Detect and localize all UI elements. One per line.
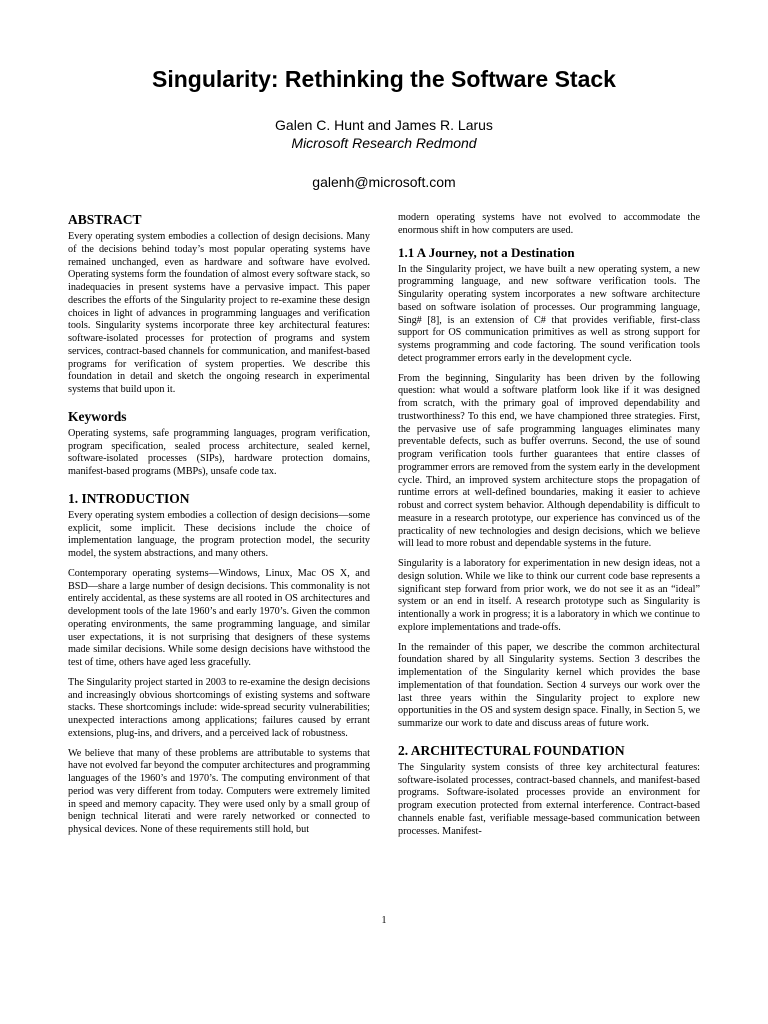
section-1-1-heading: 1.1 A Journey, not a Destination [398, 244, 575, 260]
keywords-heading: Keywords [68, 408, 127, 424]
continued-text: modern operating systems have not evolved to accommodate the enormous shift in how computers are used. [398, 212, 700, 236]
intro-paragraph-3: The Singularity project started in 2003 to re-examine the design decisions and increasingly obvious shortcomings of existing systems and software stacks. These shortcomings include: wide-spread security vulnerabilities; unexpected interactions among applications; failures caused by errant extensions, plug-ins, and drivers, and a perceived lack of robustness. [68, 676, 370, 739]
abstract-text: Every operating system embodies a collection of design decisions. Many of the decisions behind today’s most popular operating systems have remained unchanged, even as hardware and software have evolved. Operating systems form the foundation of almost every software stack, so inadequacies in present systems have a pervasive impact. This paper describes the efforts of the Singularity project to re-examine these design choices in light of advances in programming languages and verification tools. Singularity systems incorporate three key architectural features: software-isolated processes for protection of programs and system services, contract-based channels for communication, and manifest-based programs for verification of system properties. We describe this foundation in detail and sketch the ongoing research in experimental systems that build upon it. [68, 231, 370, 395]
intro-paragraph-1: Every operating system embodies a collection of design decisions—some explicit, some implicit. These decisions include the choice of implementation language, the program protection model, the security model, the system abstractions, and many others. [68, 509, 370, 559]
section-2-heading: 2. ARCHITECTURAL FOUNDATION [398, 742, 625, 758]
introduction-heading: 1. INTRODUCTION [68, 490, 190, 506]
abstract-heading: ABSTRACT [68, 212, 142, 227]
page-number: 1 [381, 915, 387, 926]
keywords-text: Operating systems, safe programming languages, program verification, program specification, sealed process architecture, sealed kernel, software-isolated processes (SIPs), hardware protection domains, manifest-based programs (MBPs), unsafe code tax. [68, 427, 370, 477]
intro-paragraph-4: We believe that many of these problems are attributable to systems that have not evolved far beyond the computer architectures and programming languages of the 1960’s and 1970’s. The computing environment of that period was very different from today. Computers were extremely limited in speed and memory capacity. They were used only by a small group of benign technical literati and were rarely networked or connected to physical devices. None of these requirements still hold, but [68, 747, 370, 835]
section-2-paragraph-1: The Singularity system consists of three key architectural features: software-isolated processes, contract-based channels, and manifest-based programs. Software-isolated processes provide an environment for program execution protected from external interference. Contract-based channels enable fast, verifiable message-based communication between processes. Manifest- [398, 761, 700, 837]
right-column [398, 212, 700, 845]
section-1-1-paragraph-3: Singularity is a laboratory for experimentation in new design ideas, not a design solution. While we like to think our current code base represents a significant step forward from prior work, we do not see it as an “ideal” system or an end in itself. A research prototype such as Singularity is intentionally a work in progress; it is a laboratory in which we continue to explore implementations and trade-offs. [398, 558, 700, 633]
author-email: galenh@microsoft.com [312, 174, 456, 190]
section-1-1-paragraph-1: In the Singularity project, we have built a new operating system, a new programming language, and new software verification tools. The Singularity operating system incorporates a new software architecture based on software isolation of processes. Our programming language, Sing# [8], is an extension of C# that provides verifiable, first-class support for OS communication primitives as well as strong support for systems programming and code factoring. The sound verification tools detect programmer errors early in the development cycle. [398, 263, 700, 364]
paper-authors: Galen C. Hunt and James R. Larus [275, 117, 493, 133]
intro-paragraph-2: Contemporary operating systems—Windows, Linux, Mac OS X, and BSD—share a large number of design decisions. This commonality is not entirely accidental, as these systems are all rooted in OS architectures and development tools of the late 1960’s and early 1970’s. Given the common operating environments, the same programming language, and similar user expectations, it is not surprising that designers of these systems made similar decisions. While some design decisions have withstood the test of time, others have aged less gracefully. [68, 567, 370, 668]
section-1-1-paragraph-4: In the remainder of this paper, we describe the common architectural foundation shared by all Singularity systems. Section 3 describes the implementation of the Singularity kernel which provides the base implementation of that foundation. Section 4 surveys our work over the last three years within the Singularity project to explore new opportunities in the OS and system design space. Finally, in Section 5, we summarize our work to date and discuss areas of future work. [398, 641, 700, 729]
paper-affiliation: Microsoft Research Redmond [291, 135, 477, 151]
section-1-1-paragraph-2: From the beginning, Singularity has been driven by the following question: what would a software platform look like if it was designed from scratch, with the primary goal of improved dependability and trustworthiness? To this end, we have championed three strategies. First, the pervasive use of safe programming languages eliminates many preventable defects, such as buffer overruns. Second, the use of sound program verification tools further guarantees that entire classes of programmer errors are removed from the system early in the development cycle. Third, an improved system architecture stops the propagation of runtime errors at well-defined boundaries, making it easier to achieve robust and correct system behavior. Although dependability is difficult to measure in a research prototype, our experience has convinced us of the practicality of new technologies and design decisions, which we believe will lead to more robust and dependable systems in the future. [398, 372, 700, 550]
paper-title: Singularity: Rethinking the Software Stack [152, 66, 616, 92]
left-column [68, 212, 370, 844]
